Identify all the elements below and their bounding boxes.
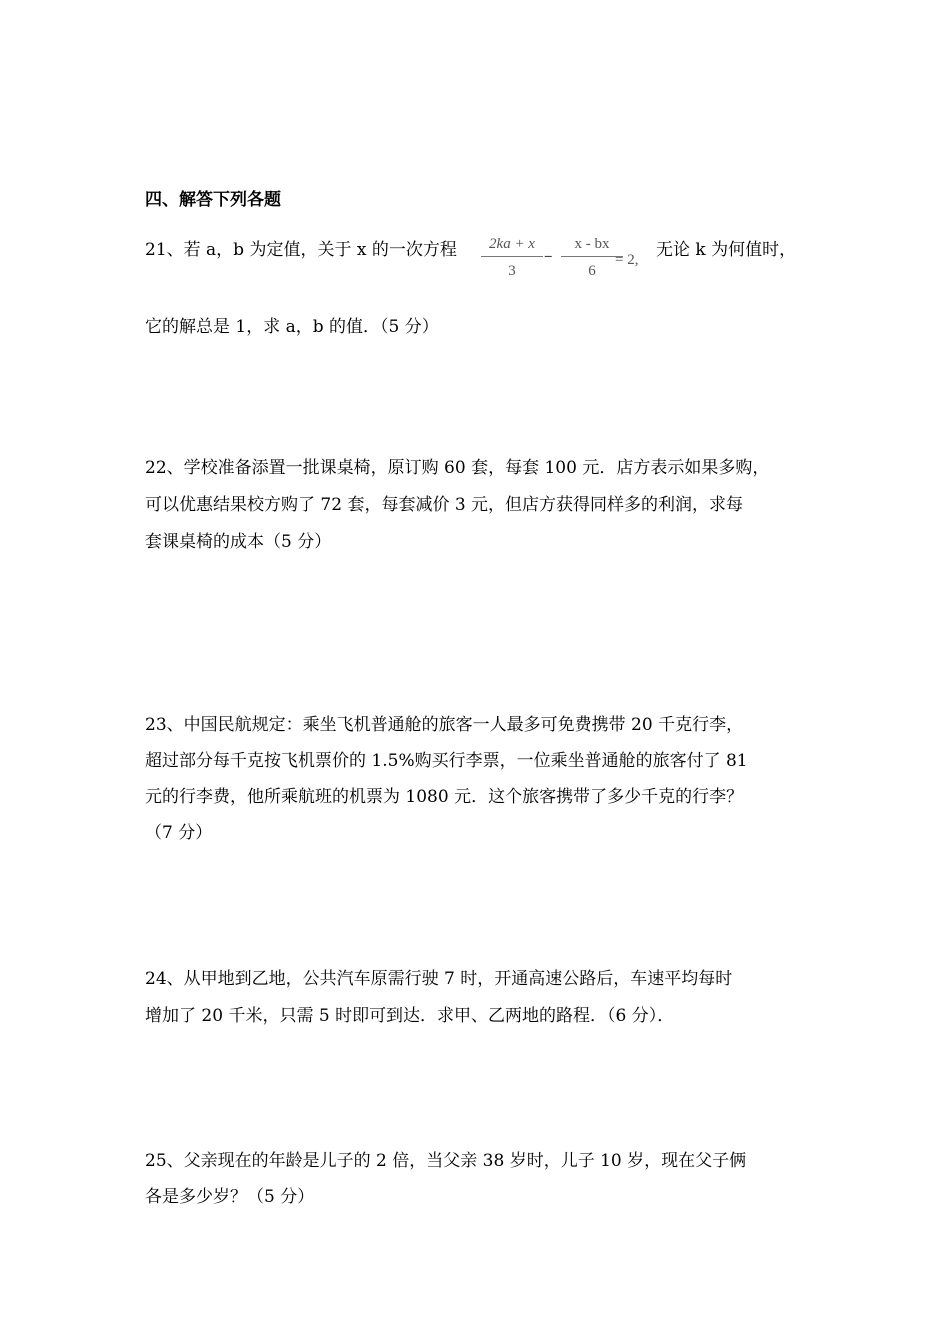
q23-line-4: （7 分） [145, 823, 213, 843]
q22-line-2: 可以优惠结果校方购了 72 套，每套减价 3 元，但店方获得同样多的利润，求每 [145, 495, 744, 515]
q21-text-after: 无论 k 为何值时， [656, 240, 797, 260]
q22-line-3: 套课桌椅的成本（5 分） [145, 532, 332, 552]
q21-frac1-denominator: 3 [508, 263, 516, 279]
q21-frac1-numerator: 2ka + x [489, 236, 535, 252]
q23-line-3: 元的行李费，他所乘航班的机票为 1080 元．这个旅客携带了多少千克的行李？ [145, 787, 744, 807]
q21-equals: = 2, [615, 252, 639, 268]
q21-minus: – [544, 246, 553, 266]
q24-line-2: 增加了 20 千米，只需 5 时即可到达．求甲、乙两地的路程．（6 分）． [145, 1006, 675, 1026]
q22-line-1: 22、学校准备添置一批课桌椅，原订购 60 套，每套 100 元．店方表示如果多购， [145, 458, 770, 478]
q21-frac2-denominator: 6 [588, 263, 596, 279]
q24-line-1: 24、从甲地到乙地，公共汽车原需行驶 7 时，开通高速公路后，车速平均每时 [145, 969, 733, 989]
q21-frac2-numerator: x - bx [574, 236, 610, 252]
section-title: 四、解答下列各题 [145, 190, 281, 210]
q25-line-1: 25、父亲现在的年龄是儿子的 2 倍，当父亲 38 岁时，儿子 10 岁，现在父子俩 [145, 1151, 747, 1171]
q23-line-1: 23、中国民航规定：乘坐飞机普通舱的旅客一人最多可免费携带 20 千克行李， [145, 715, 744, 735]
q21-fraction-1 [477, 234, 547, 281]
q21-text-before: 21、若 a，b 为定值，关于 x 的一次方程 [145, 240, 457, 260]
fraction-bar [561, 256, 623, 257]
fraction-bar [481, 256, 543, 257]
q25-line-2: 各是多少岁？（5 分） [145, 1187, 315, 1207]
q23-line-2: 超过部分每千克按飞机票价的 1.5%购买行李票，一位乘坐普通舱的旅客付了 81 [145, 751, 748, 771]
q21-line-2: 它的解总是 1，求 a，b 的值．（5 分） [145, 317, 439, 337]
